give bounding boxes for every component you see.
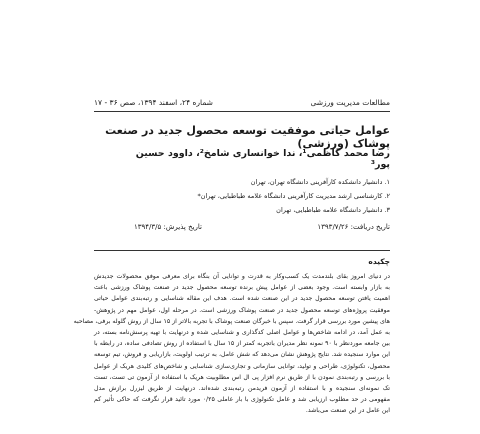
accepted-date: تاریخ پذیرش: ۱۳۹۴/۳/۵ xyxy=(134,223,202,231)
abstract-line: به عمل آمد، در ادامه شاخص‌ها و عوامل اصلی کدگذاری و شناسایی شده و درنهایت با تهیه پرسش‌نامه بسته، در xyxy=(94,329,390,337)
author-list: رضا محمد کاظمی¹، ندا خوانساری شامخ²، داوود حسین پور³ xyxy=(135,148,390,170)
abstract-line: با بررسی و رتبه‌بندی نمودن با از طریق نرم افزار پی ال اس مطلوبیت هریک با استفاده از آزمون تی تست، تست xyxy=(94,373,390,381)
abstract-line: در دنیای امروز بقای بلندمدت یک کسب‌وکار به قدرت و توانایی آن بنگاه برای معرفی موفق محصولات جدیدش xyxy=(94,273,390,280)
abstract-line: اهمیت یافتن توسعه محصول جدید در این صنعت شده است. هدف این مقاله شناسایی و رتبه‌بندی عوامل حیاتی xyxy=(94,295,390,303)
abstract-line: های پیشین مورد بررسی قرار گرفت. سپس با خبرگان صنعت پوشاک با تجربه بالاتر از ۱۵ سال از روش گلوله برفی، مصاحبه xyxy=(73,317,390,325)
header-rule xyxy=(94,111,390,112)
affiliation-3: ۳. دانشیار دانشگاه علامه طباطبایی، تهران xyxy=(276,206,390,214)
abstract-line: به بازار وابسته است. وجود بعضی از عوامل پیش برنده توسعه محصول جدید در صنعت پوشاک ورزشی باعث xyxy=(94,284,390,292)
issue-info: شماره ۲۴، اسفند ۱۳۹۴، صص ۳۶ - ۱۷ xyxy=(94,98,213,107)
received-date: تاریخ دریافت: ۱۳۹۳/۷/۲۶ xyxy=(317,223,390,231)
abstract-line: موفقیت پروژه‌های توسعه محصول جدید در صنعت پوشاک ورزشی است. در مرحله اول، عوامل مهم در پژوهش- xyxy=(94,306,390,314)
affiliation-2: ۲. کارشناسی ارشد مدیریت کارآفرینی دانشگاه علامه طباطبایی، تهران* xyxy=(197,192,390,200)
abstract-line: این موارد سنجیده شد. نتایج پژوهش نشان می‌دهد که شش عامل، به ترتیب اولویت، بازاریابی و فروش، تیم توسعه xyxy=(94,351,390,359)
journal-name: مطالعات مدیریت ورزشی xyxy=(310,98,390,107)
abstract-line: بین جامعه موردنظر با ۹۰ نمونه نظر مدیران باتجربه کمتر از ۱۵ سال با استفاده از روش تصادفی ساده، در رابطه با xyxy=(94,340,390,348)
affiliation-list xyxy=(150,175,390,217)
abstract-line: تک نمونه‌ای سنجیده و با استفاده از آزمون فریدمن رتبه‌بندی شده‌اند. درنهایت از طریق لیزرل برازش مدل xyxy=(94,385,390,393)
affiliation-1: ۱. دانشیار دانشکده کارآفرینی دانشگاه تهران، تهران xyxy=(250,178,390,186)
abstract-line: این عامل در این صنعت می‌باشد. xyxy=(305,407,390,415)
abstract-line: مفهومی در حد مطلوب ارزیابی شد و عامل تکنولوژی با بار عاملی ۰/۲۵ مورد تائید قرار نگرفت که حاکی تأثیر کم xyxy=(94,396,391,404)
running-header xyxy=(94,96,390,110)
dates-rule xyxy=(94,250,390,251)
abstract-body xyxy=(73,271,391,417)
paper-title: عوامل حیاتی موفقیت توسعه محصول جدید در صنعت پوشاک (ورزشی) xyxy=(105,124,390,150)
abstract-heading: چکیده xyxy=(368,257,390,266)
abstract-line: محصول، تکنولوژی، طراحی و تولید، توانایی سازمانی و تجاری‌سازی شناسایی و شاخص‌های کلیدی هریک از عوامل xyxy=(94,362,390,370)
